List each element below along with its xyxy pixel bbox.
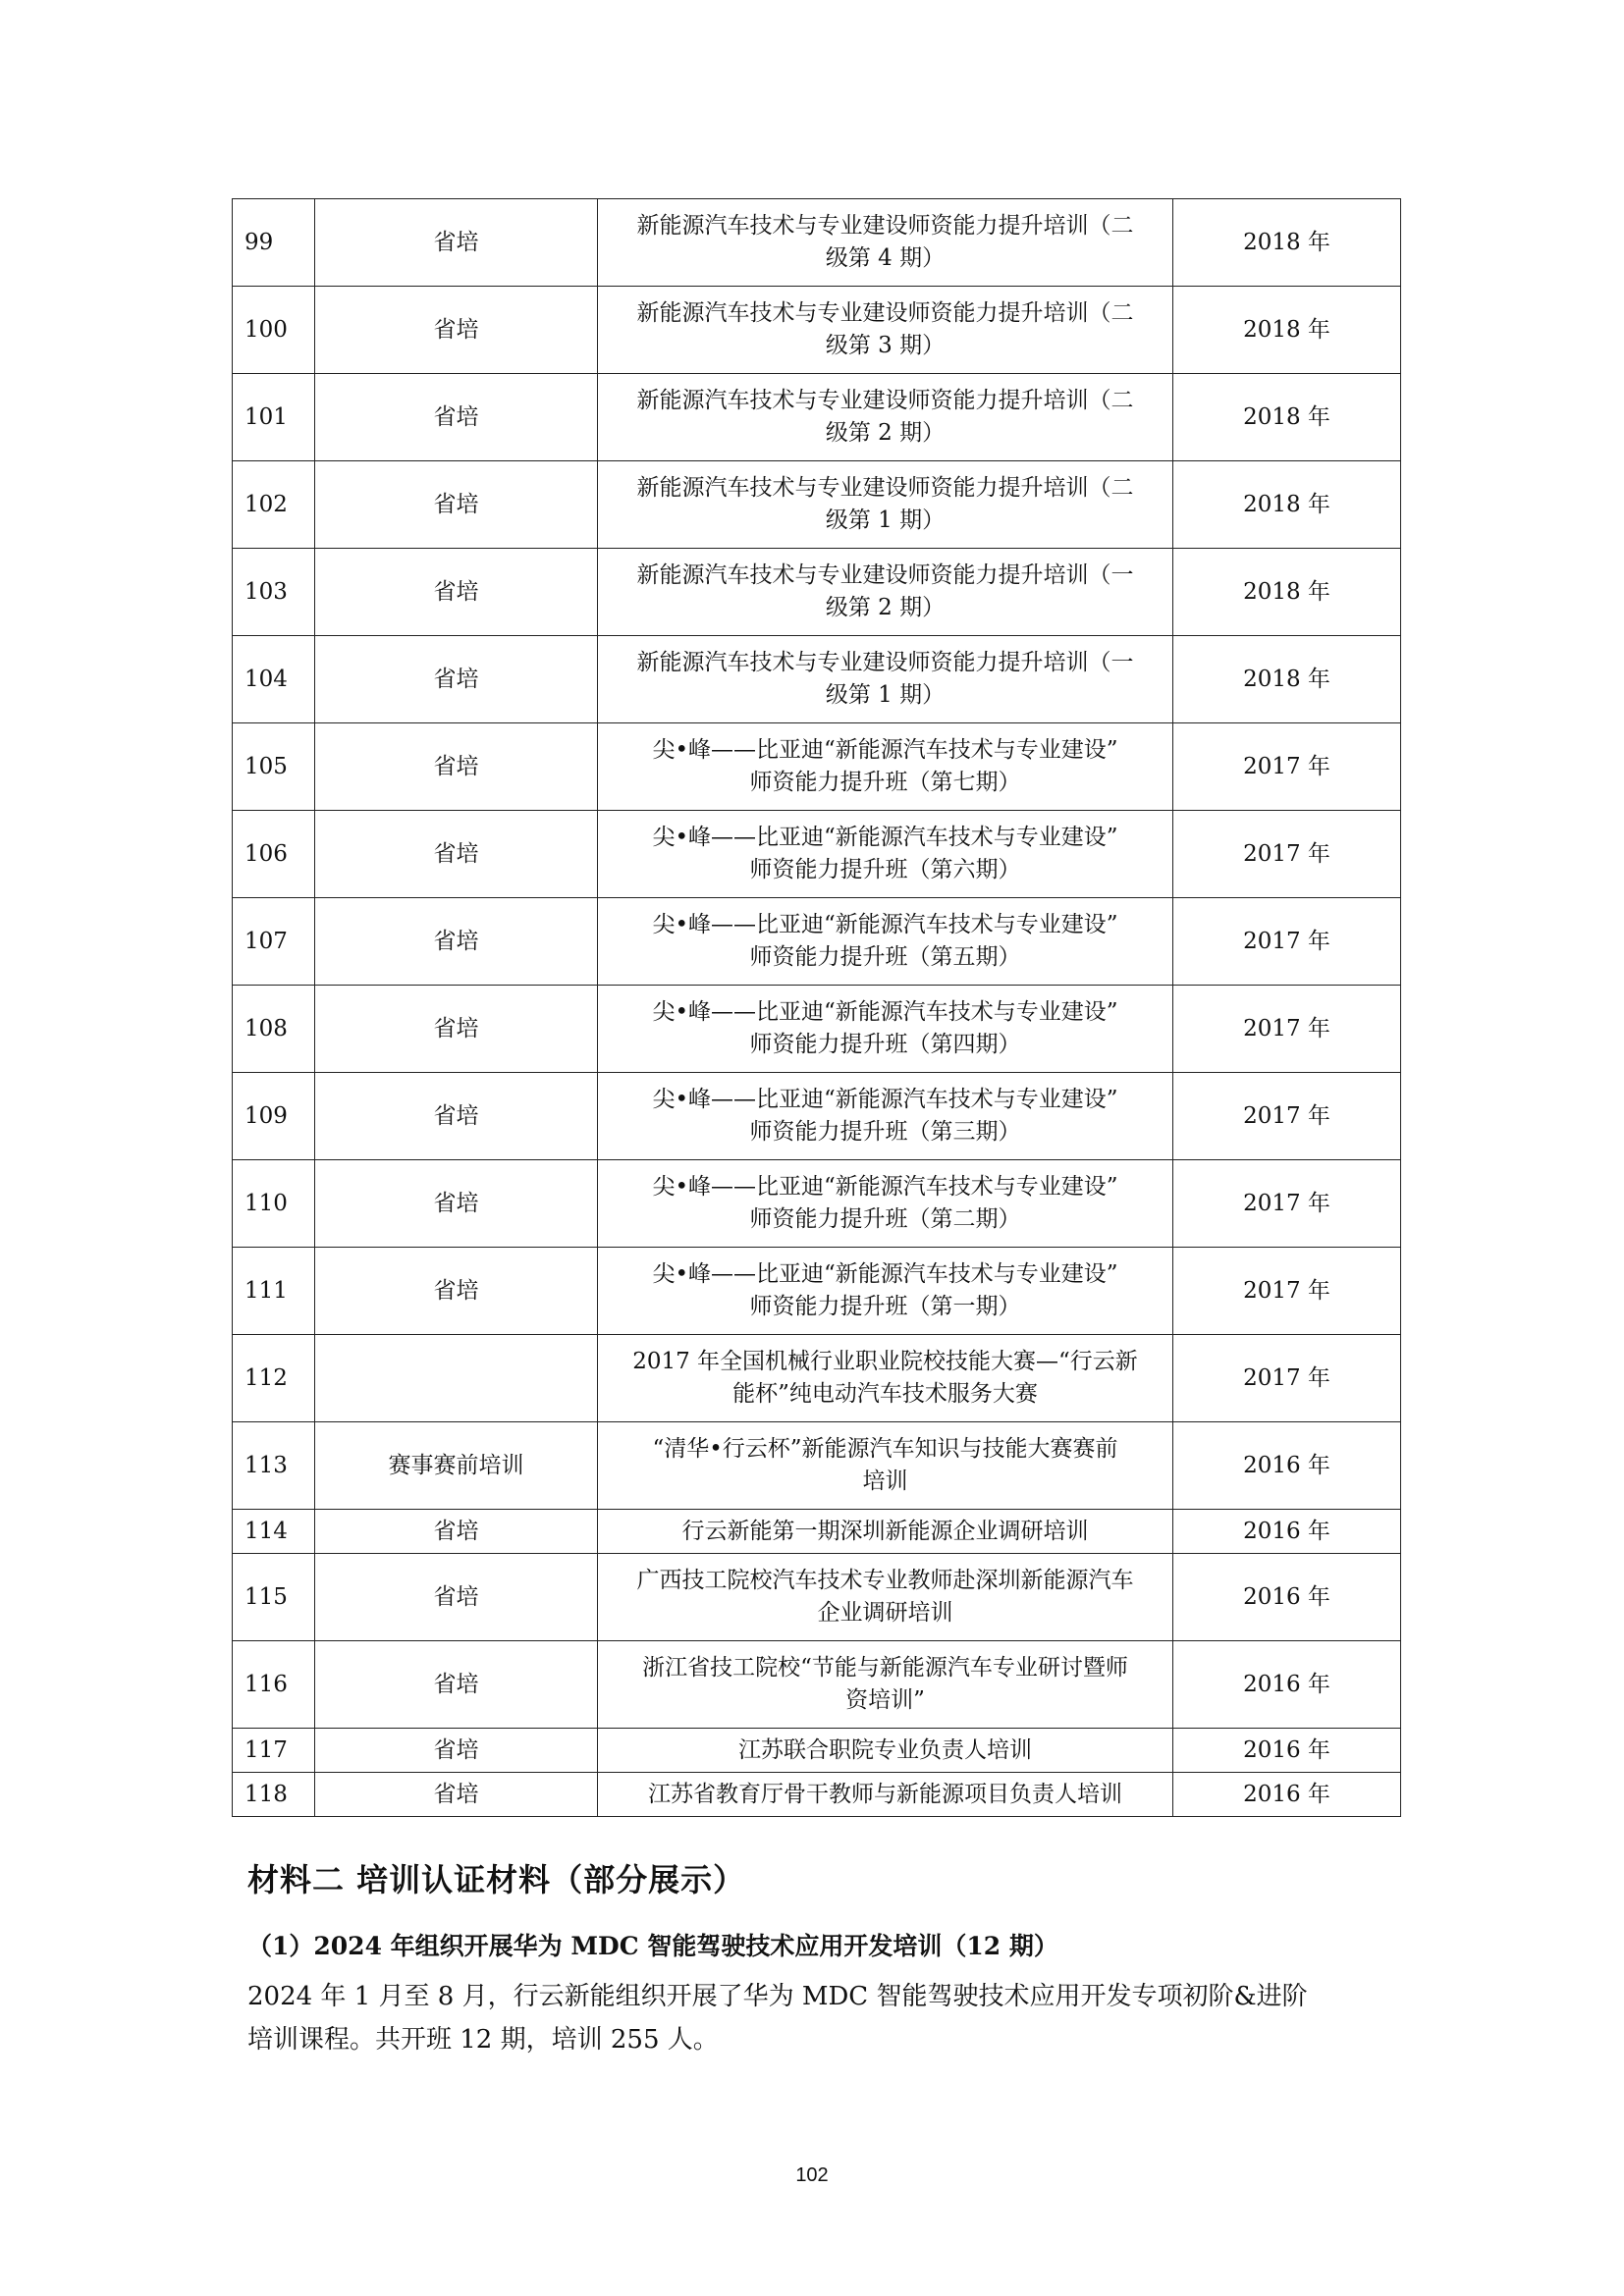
table-row	[233, 1422, 1401, 1510]
training-name-line-1: 广西技工院校汽车技术专业教师赴深圳新能源汽车	[636, 1568, 1134, 1593]
training-type-cell: 省培	[315, 287, 598, 374]
training-name-line-2: 级第 2 期）	[825, 420, 946, 446]
year-cell: 2018 年	[1173, 374, 1401, 461]
training-name-cell	[598, 374, 1173, 461]
table-body	[233, 199, 1401, 1817]
row-number-cell: 117	[233, 1729, 315, 1773]
training-name-cell	[598, 287, 1173, 374]
row-number-cell: 103	[233, 549, 315, 636]
table-row	[233, 1641, 1401, 1729]
year-cell: 2017 年	[1173, 1073, 1401, 1160]
table-row	[233, 461, 1401, 549]
training-name-line-1: 新能源汽车技术与专业建设师资能力提升培训（二	[636, 213, 1134, 239]
row-number-cell: 106	[233, 811, 315, 898]
year-cell: 2017 年	[1173, 723, 1401, 811]
table-row	[233, 898, 1401, 986]
training-type-cell: 省培	[315, 1510, 598, 1554]
year-cell: 2017 年	[1173, 986, 1401, 1073]
training-name-line-1: 新能源汽车技术与专业建设师资能力提升培训（一	[636, 650, 1134, 675]
training-name-cell	[598, 1335, 1173, 1422]
training-name-cell	[598, 1641, 1173, 1729]
table-row	[233, 636, 1401, 723]
table-row	[233, 287, 1401, 374]
table-row	[233, 1554, 1401, 1641]
training-name-cell	[598, 1510, 1173, 1554]
training-name-line-1: 尖•峰——比亚迪“新能源汽车技术与专业建设”	[652, 1261, 1118, 1287]
training-name-line-1: 尖•峰——比亚迪“新能源汽车技术与专业建设”	[652, 825, 1118, 850]
training-name-cell	[598, 549, 1173, 636]
training-name-line-1: 新能源汽车技术与专业建设师资能力提升培训（一	[636, 562, 1134, 588]
table-row	[233, 1073, 1401, 1160]
row-number-cell: 111	[233, 1248, 315, 1335]
training-name-line-1: 江苏省教育厅骨干教师与新能源项目负责人培训	[648, 1781, 1122, 1807]
training-type-cell: 省培	[315, 374, 598, 461]
row-number-cell: 105	[233, 723, 315, 811]
training-type-cell: 省培	[315, 986, 598, 1073]
training-type-cell: 省培	[315, 461, 598, 549]
training-name-cell	[598, 811, 1173, 898]
paragraph-line-1: 2024 年 1 月至 8 月，行云新能组织开展了华为 MDC 智能驾驶技术应用开发专项初阶&进阶	[247, 1982, 1308, 2011]
training-name-cell	[598, 1773, 1173, 1817]
page-number: 102	[795, 2164, 829, 2186]
table-row	[233, 1773, 1401, 1817]
year-cell: 2018 年	[1173, 549, 1401, 636]
training-name-line-1: 新能源汽车技术与专业建设师资能力提升培训（二	[636, 475, 1134, 501]
table-row	[233, 1729, 1401, 1773]
training-type-cell: 省培	[315, 811, 598, 898]
row-number-cell: 108	[233, 986, 315, 1073]
year-cell: 2016 年	[1173, 1641, 1401, 1729]
training-name-cell	[598, 1729, 1173, 1773]
row-number-cell: 112	[233, 1335, 315, 1422]
row-number-cell: 104	[233, 636, 315, 723]
year-cell: 2017 年	[1173, 1160, 1401, 1248]
training-name-cell	[598, 723, 1173, 811]
training-name-line-1: 新能源汽车技术与专业建设师资能力提升培训（二	[636, 388, 1134, 413]
year-cell: 2018 年	[1173, 199, 1401, 287]
row-number-cell: 101	[233, 374, 315, 461]
training-type-cell: 省培	[315, 1773, 598, 1817]
training-type-cell: 省培	[315, 1554, 598, 1641]
table-row	[233, 1510, 1401, 1554]
year-cell: 2016 年	[1173, 1729, 1401, 1773]
training-name-line-1: 江苏联合职院专业负责人培训	[738, 1736, 1032, 1763]
training-name-line-2: 级第 1 期）	[825, 682, 946, 708]
table-row	[233, 986, 1401, 1073]
training-name-cell	[598, 1422, 1173, 1510]
training-type-cell: 赛事赛前培训	[315, 1422, 598, 1510]
training-records-table	[232, 198, 1401, 1817]
table-row	[233, 1248, 1401, 1335]
training-name-line-2: 师资能力提升班（第一期）	[749, 1294, 1021, 1319]
row-number-cell: 100	[233, 287, 315, 374]
training-name-line-1: 尖•峰——比亚迪“新能源汽车技术与专业建设”	[652, 1087, 1118, 1112]
year-cell: 2017 年	[1173, 898, 1401, 986]
training-name-line-1: 新能源汽车技术与专业建设师资能力提升培训（二	[636, 300, 1134, 326]
section-title: 材料二 培训认证材料（部分展示）	[247, 1861, 746, 1898]
row-number-cell: 107	[233, 898, 315, 986]
training-type-cell: 省培	[315, 199, 598, 287]
body-paragraph	[247, 1975, 1406, 2061]
training-name-cell	[598, 1160, 1173, 1248]
table-row	[233, 1160, 1401, 1248]
training-name-line-2: 能杯”纯电动汽车技术服务大赛	[732, 1381, 1038, 1407]
training-name-line-2: 级第 2 期）	[825, 595, 946, 620]
row-number-cell: 116	[233, 1641, 315, 1729]
training-type-cell	[315, 1335, 598, 1422]
year-cell: 2016 年	[1173, 1773, 1401, 1817]
training-name-cell	[598, 636, 1173, 723]
training-type-cell: 省培	[315, 1073, 598, 1160]
training-name-line-2: 培训	[862, 1468, 908, 1494]
training-type-cell: 省培	[315, 1729, 598, 1773]
training-name-line-1: 尖•峰——比亚迪“新能源汽车技术与专业建设”	[652, 912, 1118, 937]
table-row	[233, 1335, 1401, 1422]
training-name-cell	[598, 461, 1173, 549]
training-name-line-1: 行云新能第一期深圳新能源企业调研培训	[681, 1518, 1089, 1544]
row-number-cell: 109	[233, 1073, 315, 1160]
training-name-line-2: 级第 4 期）	[825, 245, 946, 271]
training-type-cell: 省培	[315, 723, 598, 811]
training-name-line-2: 级第 3 期）	[825, 333, 946, 358]
training-type-cell: 省培	[315, 636, 598, 723]
table-row	[233, 549, 1401, 636]
training-name-line-2: 师资能力提升班（第二期）	[749, 1206, 1021, 1232]
training-name-line-2: 师资能力提升班（第四期）	[749, 1032, 1021, 1057]
training-name-cell	[598, 199, 1173, 287]
training-name-cell	[598, 986, 1173, 1073]
year-cell: 2016 年	[1173, 1422, 1401, 1510]
year-cell: 2017 年	[1173, 811, 1401, 898]
table-row	[233, 199, 1401, 287]
training-name-line-2: 级第 1 期）	[825, 507, 946, 533]
paragraph-line-2: 培训课程。共开班 12 期，培训 255 人。	[247, 2025, 719, 2055]
row-number-cell: 114	[233, 1510, 315, 1554]
training-name-cell	[598, 1554, 1173, 1641]
year-cell: 2018 年	[1173, 287, 1401, 374]
row-number-cell: 102	[233, 461, 315, 549]
row-number-cell: 113	[233, 1422, 315, 1510]
training-name-cell	[598, 1073, 1173, 1160]
row-number-cell: 118	[233, 1773, 315, 1817]
training-name-line-1: 浙江省技工院校“节能与新能源汽车专业研讨暨师	[642, 1655, 1128, 1681]
sub-heading: （1）2024 年组织开展华为 MDC 智能驾驶技术应用开发培训（12 期）	[247, 1932, 1058, 1960]
year-cell: 2018 年	[1173, 461, 1401, 549]
year-cell: 2018 年	[1173, 636, 1401, 723]
row-number-cell: 99	[233, 199, 315, 287]
table-row	[233, 811, 1401, 898]
table-row	[233, 723, 1401, 811]
row-number-cell: 110	[233, 1160, 315, 1248]
training-name-line-2: 师资能力提升班（第六期）	[749, 857, 1021, 882]
training-name-line-2: 资培训”	[845, 1687, 925, 1713]
training-name-line-1: 2017 年全国机械行业职业院校技能大赛—“行云新	[632, 1349, 1138, 1374]
training-name-line-2: 师资能力提升班（第三期）	[749, 1119, 1021, 1145]
training-name-line-2: 师资能力提升班（第七期）	[749, 770, 1021, 795]
training-name-cell	[598, 898, 1173, 986]
year-cell: 2017 年	[1173, 1248, 1401, 1335]
training-type-cell: 省培	[315, 898, 598, 986]
training-type-cell: 省培	[315, 1641, 598, 1729]
training-name-cell	[598, 1248, 1173, 1335]
training-name-line-1: 尖•峰——比亚迪“新能源汽车技术与专业建设”	[652, 737, 1118, 763]
year-cell: 2016 年	[1173, 1554, 1401, 1641]
training-name-line-1: 尖•峰——比亚迪“新能源汽车技术与专业建设”	[652, 999, 1118, 1025]
training-name-line-2: 师资能力提升班（第五期）	[749, 944, 1021, 970]
training-name-line-1: 尖•峰——比亚迪“新能源汽车技术与专业建设”	[652, 1174, 1118, 1200]
year-cell: 2017 年	[1173, 1335, 1401, 1422]
training-name-line-1: “清华•行云杯”新能源汽车知识与技能大赛赛前	[652, 1436, 1118, 1462]
year-cell: 2016 年	[1173, 1510, 1401, 1554]
training-type-cell: 省培	[315, 1248, 598, 1335]
training-type-cell: 省培	[315, 549, 598, 636]
row-number-cell: 115	[233, 1554, 315, 1641]
training-type-cell: 省培	[315, 1160, 598, 1248]
training-name-line-2: 企业调研培训	[817, 1600, 953, 1626]
table-row	[233, 374, 1401, 461]
